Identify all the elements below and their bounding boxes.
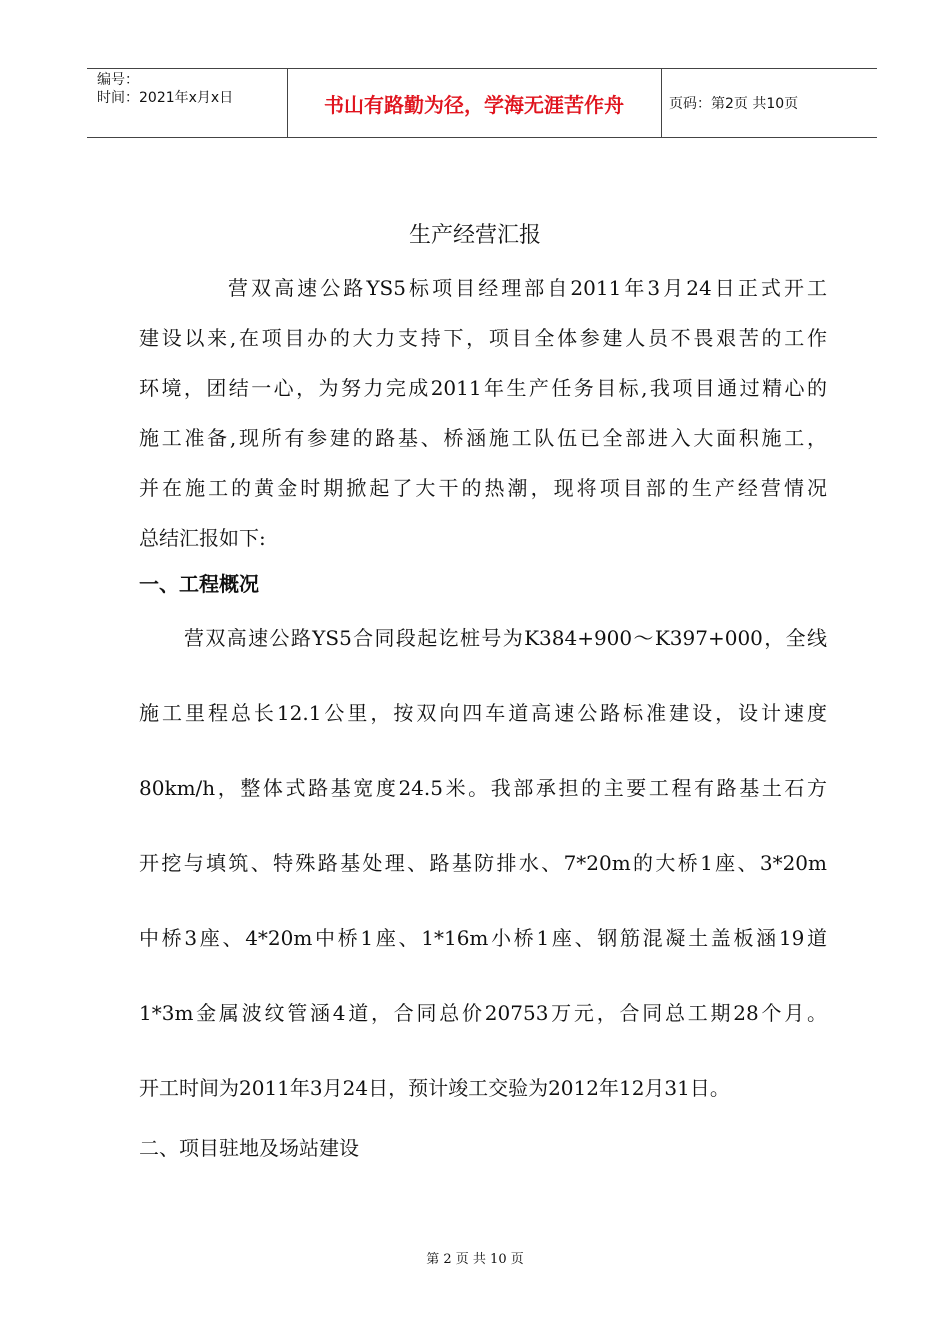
section-line: 80km/h，整体式路基宽度24.5米。我部承担的主要工程有路基土石方 xyxy=(139,776,827,800)
page-header xyxy=(87,68,877,138)
intro-line: 营双高速公路YS5标项目经理部自2011年3月24日正式开工 xyxy=(228,276,827,300)
intro-line: 环境，团结一心，为努力完成2011年生产任务目标,我项目通过精心的 xyxy=(139,376,827,400)
document-time-label: 时间：2021年x月x日 xyxy=(97,90,234,106)
header-motto: 书山有路勤为径，学海无涯苦作舟 xyxy=(324,93,624,117)
section-line: 中桥3座、4*20m中桥1座、1*16m小桥1座、钢筋混凝土盖板涵19道 xyxy=(139,926,827,950)
section-line: 1*3m金属波纹管涵4道，合同总价20753万元，合同总工期28个月。 xyxy=(139,1001,827,1025)
header-meta xyxy=(97,71,287,107)
section-line: 开工时间为2011年3月24日，预计竣工交验为2012年12月31日。 xyxy=(139,1076,730,1100)
document-number-label: 编号： xyxy=(97,72,139,88)
page-footer: 第 2 页 共 10 页 xyxy=(426,1252,524,1267)
section-line: 开挖与填筑、特殊路基处理、路基防排水、7*20m的大桥1座、3*20m xyxy=(139,851,827,875)
section-line: 施工里程总长12.1公里，按双向四车道高速公路标准建设，设计速度 xyxy=(139,701,827,725)
header-divider xyxy=(661,69,662,137)
intro-line: 总结汇报如下: xyxy=(139,526,266,550)
section-line: 营双高速公路YS5合同段起讫桩号为K384+900～K397+000，全线 xyxy=(184,626,827,650)
section-heading: 一、工程概况 xyxy=(139,572,259,596)
intro-line: 建设以来,在项目办的大力支持下，项目全体参建人员不畏艰苦的工作 xyxy=(139,326,827,350)
header-page-info: 页码：第2页 共10页 xyxy=(669,96,799,112)
intro-line: 并在施工的黄金时期掀起了大干的热潮，现将项目部的生产经营情况 xyxy=(139,476,827,500)
section-heading: 二、项目驻地及场站建设 xyxy=(139,1136,359,1160)
document-title: 生产经营汇报 xyxy=(408,223,541,248)
intro-line: 施工准备,现所有参建的路基、桥涵施工队伍已全部进入大面积施工， xyxy=(139,426,827,450)
